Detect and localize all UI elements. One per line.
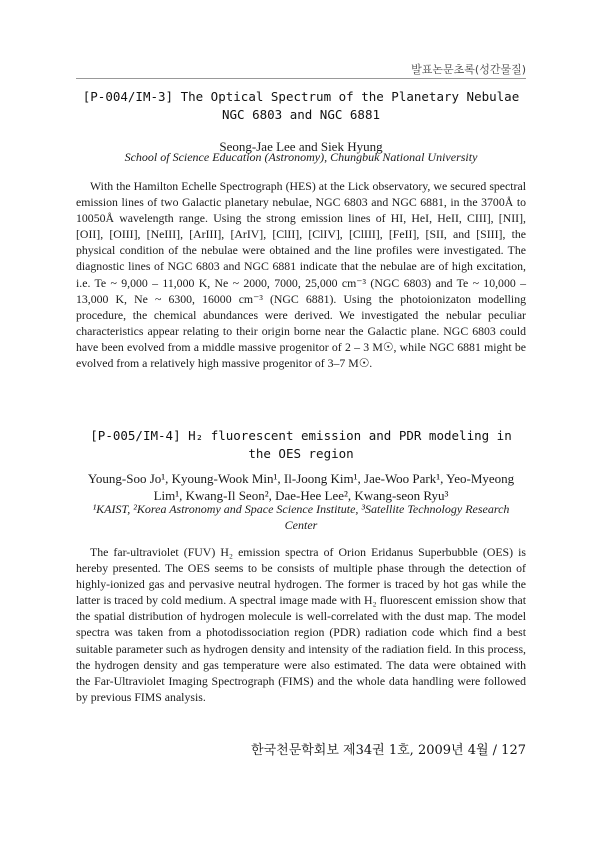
article2-abstract-text: The far-ultraviolet (FUV) H₂ emission spectra of Orion Eridanus Superbubble (OES) is hereby presented. The OES seems to be consists of multiple phase through the detection of highly-ionized gas and pervasive neutral hydrogen. The former is traced by hot gas while the latter is traced by cold medium. A spectral image made with H₂ fluorescent emission show that the spatial distribution of hydrogen molecule is well-correlated with the dust map. The model spectra was taken from a photodissociation region (PDR) radiation code which find a best suitable parameter such as hydrogen density and intensity of the radiation field. In this process, the hydrogen density and gas temperature were also estimated. The data were obtained with the Far-Ultraviolet Imaging Spectrograph (FIMS) and the whole data handling were followed by previous FIMS analysis. (76, 545, 526, 704)
article2-abstract (76, 544, 526, 705)
article2-affiliation: ¹KAIST, ²Korea Astronomy and Space Science Institute, ³Satellite Technology Research Center (92, 502, 510, 532)
article1-abstract-text: With the Hamilton Echelle Spectrograph (HES) at the Lick observatory, we secured spectral emission lines of two Galactic planetary nebulae, NGC 6803 and NGC 6881, in the 3700Å to 10050Å wavelength range. Using the strong emission lines of HI, HeI, HeII, CIII], [NII], [OII], [OIII], [NeIII], [ArIII], [ArIV], [ClII], [ClIV], [ClIII], [FeII], [SII, and [SIII], the physical condition of the nebulae were obtained and the line profiles were investigated. The diagnostic lines of NGC 6803 and NGC 6881 indicate that the nebulae are of high excitation, i.e. Te ~ 9,000 – 11,000 K, Ne ~ 2000, 7000, 25,000 cm⁻³ (NGC 6803) and Te ~ 10,000 – 13,000 K, Ne ~ 6300, 16000 cm⁻³ (NGC 6881). Using the photoionizaton modelling procedure, the chemical abundances were derived. We investigated the nebular peculiar characteristics appear relating to their origin borne near the Galactic plane. NGC 6803 could have been evolved from a middle massive progenitor of 2 – 3 M☉, while NGC 6881 might be evolved from a relatively high massive progenitor of 3–7 M☉. (76, 179, 526, 371)
page-footer: 한국천문학회보 제34권 1호, 2009년 4월 / 127 (251, 743, 526, 758)
article1-affiliation: School of Science Education (Astronomy), Chungbuk National University (124, 150, 478, 164)
article2-title: [P-005/IM-4] H₂ fluorescent emission and PDR modeling in the OES region (90, 428, 512, 461)
article1-abstract (76, 178, 526, 371)
article1-title: [P-004/IM-3] The Optical Spectrum of the Planetary Nebulae NGC 6803 and NGC 6881 (82, 89, 520, 122)
section-tag: 발표논문초록(성간물질) (411, 63, 526, 76)
article2-authors: Young-Soo Jo¹, Kyoung-Wook Min¹, Il-Joong Kim¹, Jae-Woo Park¹, Yeo-Myeong Lim¹, Kwang-Il Seon², Dae-Hee Lee², Kwang-seon Ryu³ (87, 471, 515, 503)
article1-authors: Seong-Jae Lee and Siek Hyung (219, 139, 383, 154)
header-rule (76, 78, 526, 79)
